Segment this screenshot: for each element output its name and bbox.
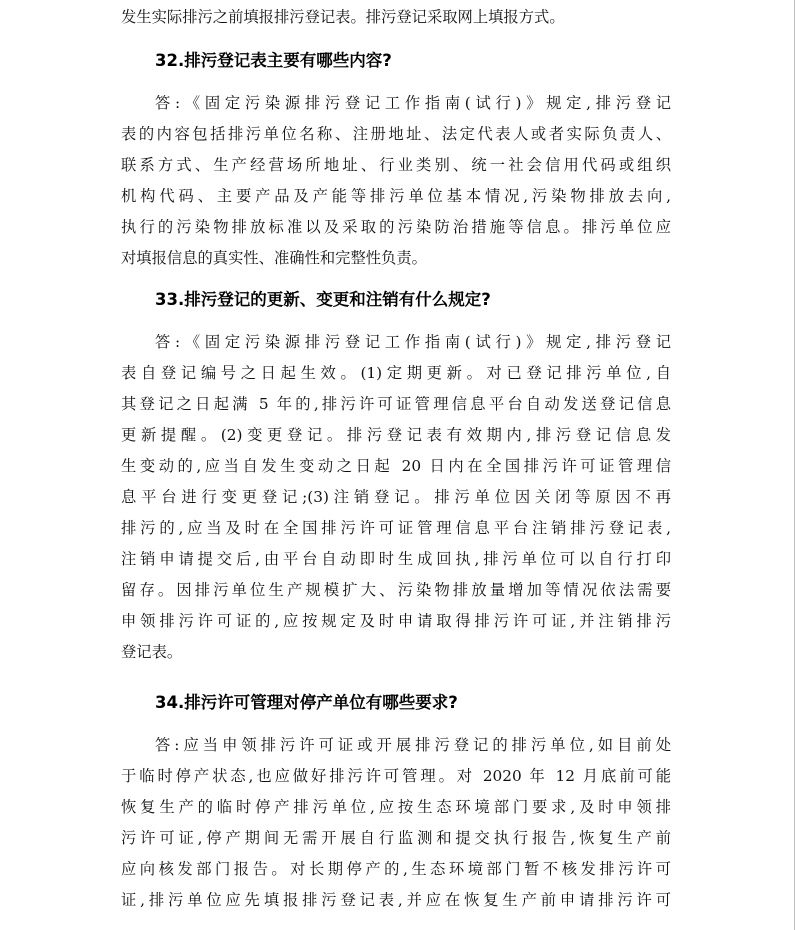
paragraph-line: 答:《固定污染源排污登记工作指南(试行)》规定,排污登记: [155, 333, 671, 351]
paragraph-line: 答:《固定污染源排污登记工作指南(试行)》规定,排污登记: [155, 94, 671, 112]
question-32-heading: 32.排污登记表主要有哪些内容?: [155, 51, 392, 70]
paragraph-line: 注销申请提交后,由平台自动即时生成回执,排污单位可以自行打印: [121, 550, 671, 568]
paragraph-line: 对填报信息的真实性、准确性和完整性负责。: [121, 249, 427, 267]
paragraph-line: 证,排污单位应先填报排污登记表,并应在恢复生产前申请排污许可: [121, 891, 671, 909]
paragraph-line: 申领排污许可证的,应按规定及时申请取得排污许可证,并注销排污: [121, 612, 671, 630]
paragraph-line: 机构代码、主要产品及产能等排污单位基本情况,污染物排放去向,: [121, 187, 671, 205]
paragraph-line: 恢复生产的临时停产排污单位,应按生态环境部门要求,及时申领排: [121, 798, 671, 816]
paragraph-line: 应向核发部门报告。对长期停产的,生态环境部门暂不核发排污许可: [121, 860, 671, 878]
paragraph-line: 于临时停产状态,也应做好排污许可管理。对 2020 年 12 月底前可能: [121, 767, 671, 785]
paragraph-line: 排污的,应当及时在全国排污许可证管理信息平台注销排污登记表,: [121, 519, 671, 537]
paragraph-line: 其登记之日起满 5 年的,排污许可证管理信息平台自动发送登记信息: [121, 395, 671, 413]
paragraph-line: 答:应当申领排污许可证或开展排污登记的排污单位,如目前处: [155, 736, 671, 754]
question-33-heading: 33.排污登记的更新、变更和注销有什么规定?: [155, 290, 491, 309]
paragraph-line: 留存。因排污单位生产规模扩大、污染物排放量增加等情况依法需要: [121, 581, 671, 599]
paragraph-line: 息平台进行变更登记;(3)注销登记。排污单位因关闭等原因不再: [121, 488, 671, 506]
paragraph-line: 表的内容包括排污单位名称、注册地址、法定代表人或者实际负责人、: [121, 125, 671, 143]
paragraph-line: 表自登记编号之日起生效。(1)定期更新。对已登记排污单位,自: [121, 364, 671, 382]
paragraph-line: 生变动的,应当自发生变动之日起 20 日内在全国排污许可证管理信: [121, 457, 671, 475]
paragraph-line: 发生实际排污之前填报排污登记表。排污登记采取网上填报方式。: [121, 8, 565, 26]
paragraph-line: 污许可证,停产期间无需开展自行监测和提交执行报告,恢复生产前: [121, 829, 671, 847]
question-34-heading: 34.排污许可管理对停产单位有哪些要求?: [155, 693, 458, 712]
paragraph-line: 联系方式、生产经营场所地址、行业类别、统一社会信用代码或组织: [121, 156, 671, 174]
paragraph-line: 执行的污染物排放标准以及采取的污染防治措施等信息。排污单位应: [121, 218, 671, 236]
paragraph-line: 更新提醒。(2)变更登记。排污登记表有效期内,排污登记信息发: [121, 426, 671, 444]
paragraph-line: 登记表。: [121, 643, 183, 661]
